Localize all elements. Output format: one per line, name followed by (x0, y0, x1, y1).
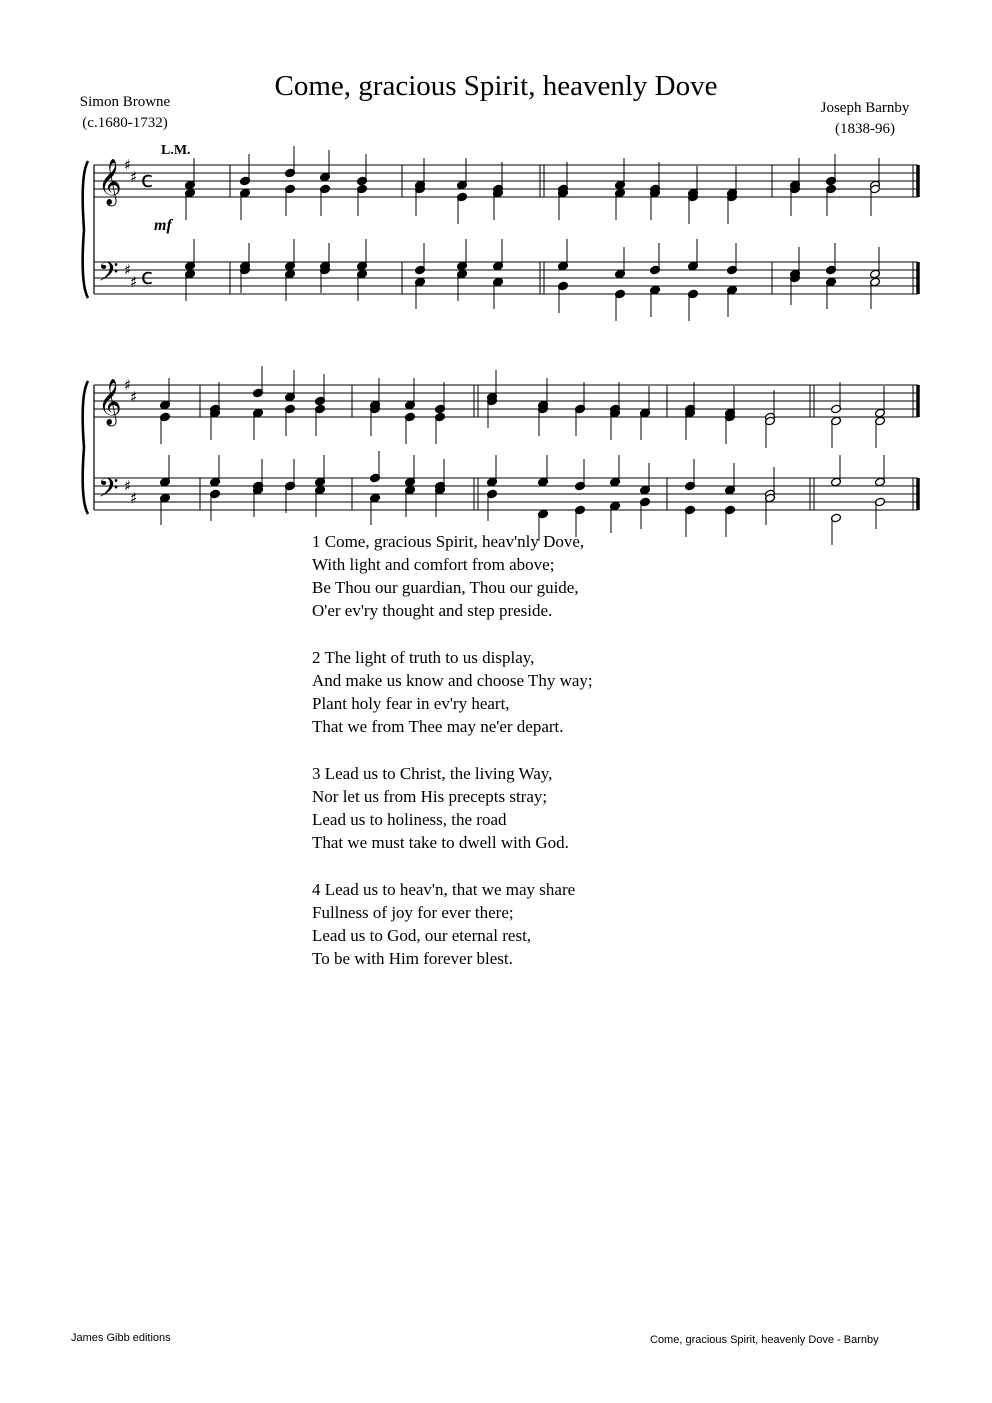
verse-line: 4 Lead us to heav'n, that we may share (312, 880, 576, 899)
verse-1 (312, 530, 593, 622)
verse-line: O'er ev'ry thought and step preside. (312, 601, 553, 620)
verse-line: 1 Come, gracious Spirit, heav'nly Dove, (312, 532, 585, 551)
key-sharp: ♯ (124, 477, 132, 495)
verse-line: That we must take to dwell with God. (312, 833, 569, 852)
system-brace (83, 381, 88, 514)
time-signature: c (141, 168, 154, 193)
footer-publisher: James Gibb editions (71, 1332, 171, 1344)
verse-line: 3 Lead us to Christ, the living Way, (312, 764, 553, 783)
page-title: Come, gracious Spirit, heavenly Dove (274, 70, 718, 102)
verse-line: That we from Thee may ne'er depart. (312, 717, 564, 736)
lyricist-name: Simon Browne (79, 94, 171, 110)
verse-line: Lead us to God, our eternal rest, (312, 926, 532, 945)
bass-clef: 𝄢 (98, 472, 119, 510)
score-system-2 (0, 0, 992, 540)
verses-block (312, 530, 593, 994)
treble-clef: 𝄞 (98, 159, 122, 205)
key-sharp: ♯ (124, 156, 132, 174)
treble-clef: 𝄞 (98, 379, 122, 425)
verse-4 (312, 878, 593, 970)
verse-3 (312, 762, 593, 854)
key-sharp: ♯ (130, 273, 138, 291)
dynamic-marking: mf (154, 217, 172, 234)
verse-line: With light and comfort from above; (312, 555, 555, 574)
composer-dates: (1838-96) (835, 121, 895, 137)
verse-line: Lead us to holiness, the road (312, 810, 507, 829)
bass-clef: 𝄢 (98, 256, 119, 294)
verse-2 (312, 646, 593, 738)
key-sharp: ♯ (124, 261, 132, 279)
verse-line: To be with Him forever blest. (312, 949, 513, 968)
key-sharp: ♯ (130, 388, 138, 406)
verse-line: And make us know and choose Thy way; (312, 671, 593, 690)
verse-line: Fullness of joy for ever there; (312, 903, 514, 922)
lyricist-dates: (c.1680-1732) (82, 115, 168, 131)
time-signature: c (141, 265, 154, 290)
verse-line: Be Thou our guardian, Thou our guide, (312, 578, 579, 597)
footer-running-title: Come, gracious Spirit, heavenly Dove - Barnby (650, 1334, 879, 1346)
verse-line: Plant holy fear in ev'ry heart, (312, 694, 510, 713)
verse-line: Nor let us from His precepts stray; (312, 787, 548, 806)
key-sharp: ♯ (130, 489, 138, 507)
meter-label: L.M. (161, 143, 191, 158)
key-sharp: ♯ (130, 168, 138, 186)
key-sharp: ♯ (124, 376, 132, 394)
composer-name: Joseph Barnby (820, 100, 910, 116)
verse-line: 2 The light of truth to us display, (312, 648, 535, 667)
